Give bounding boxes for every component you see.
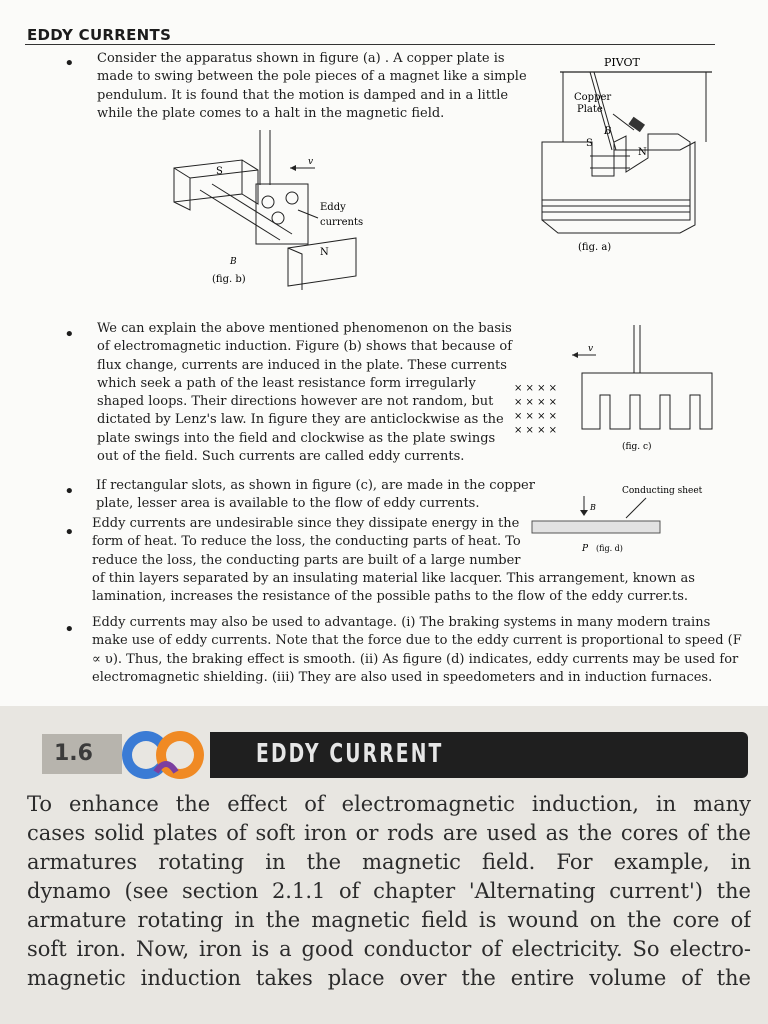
bullet: • [64, 53, 75, 74]
svg-text:N: N [320, 247, 329, 258]
svg-text:v: v [588, 344, 594, 354]
section-number: 1.6 [42, 734, 122, 774]
section-title: EDDY CURRENT [256, 739, 444, 769]
svg-text:(fig. c): (fig. c) [622, 442, 652, 452]
paragraph-advantages: Eddy currents may also be used to advantage. (i) The braking systems in many modern trains make use of eddy currents. Note that the force due to the eddy current is proportional to speed (F ∝ υ). Thus, the braking effect is smooth. (ii) As figure (d) indicates, eddy currents may be used for electromagnetic shielding. (iii) They are also used in speedometers and in induction furnaces. [92, 615, 742, 685]
svg-text:× × × ×: × × × × [514, 383, 558, 394]
paragraph-lamination: Eddy currents are undesirable since they dissipate energy in the form of heat. To reduce the loss, the conducting parts of heat. To reduce the loss, the conducting parts are built of a large number of thin layers separated by an insulating material like lacquer. This arrangement, known as lamination, increases the resistance of the possible paths to the flow of the eddy currer.ts. [92, 516, 695, 605]
figure-c-slotted-plate [512, 325, 732, 460]
svg-text:Plate: Plate [577, 104, 603, 115]
paragraph-apparatus: Consider the apparatus shown in figure (a) . A copper plate is made to swing between the pole pieces of a magnet like a simple pendulum. It is found that the motion is damped and in a little while the plate comes to a halt in the magnetic field. [97, 51, 527, 121]
textbook-page-photo [0, 706, 768, 1024]
figure-b-eddy-loops [170, 130, 370, 290]
svg-text:Conducting sheet: Conducting sheet [622, 486, 703, 496]
figure-a-pendulum-magnet [530, 50, 720, 260]
svg-text:v: v [308, 157, 314, 167]
svg-text:Eddy: Eddy [320, 202, 346, 213]
svg-text:Copper: Copper [574, 92, 612, 103]
bullet: • [64, 481, 75, 502]
svg-text:× × × ×: × × × × [514, 425, 558, 436]
svg-text:× × × ×: × × × × [514, 411, 558, 422]
svg-text:P: P [582, 544, 589, 554]
paragraph-slots: If rectangular slots, as shown in figure (c), are made in the copper plate, lesser area is available to the flow of eddy currents. [96, 478, 535, 512]
bullet: • [64, 324, 75, 345]
section-body: To enhance the effect of electromagnetic induction, in many cases solid plates of soft iron or rods are used as the cores of the armatures rotating in the magnetic field. For example, in dynamo (see section 2.1.1 of chapter 'Alternating current') the armature rotating in the magnetic field is wound on the core of soft iron. Now, iron is a good conductor of electricity. So electro- magnetic induction takes place over the entire volume of the [27, 792, 751, 990]
svg-text:N: N [638, 147, 647, 158]
svg-text:currents: currents [320, 217, 364, 228]
svg-text:S: S [216, 166, 223, 177]
svg-text:(fig. d): (fig. d) [596, 544, 623, 553]
svg-text:B: B [604, 126, 612, 137]
svg-text:(fig. b): (fig. b) [212, 274, 246, 285]
bullet: • [64, 619, 75, 640]
page-title: EDDY CURRENTS [27, 26, 172, 44]
svg-text:PIVOT: PIVOT [604, 56, 640, 69]
paragraph-explanation: We can explain the above mentioned phenomenon on the basis of electromagnetic induction. Figure (b) shows that because of flux change, currents are induced in the plate. These currents which seek a path of the least resistance form irregularly shaped loops. Their directions however are not random, but dictated by Lenz's law. In figure they are anticlockwise as the plate swings into the field and clockwise as the plate swings out of the field. Such currents are called eddy currents. [97, 321, 513, 465]
svg-text:B: B [590, 503, 596, 512]
bullet: • [64, 522, 75, 543]
section-banner [20, 724, 748, 782]
svg-text:(fig. a): (fig. a) [578, 242, 612, 253]
svg-text:× × × ×: × × × × [514, 397, 558, 408]
svg-text:S: S [586, 138, 593, 149]
svg-text:B: B [230, 257, 237, 267]
title-underline [25, 44, 715, 45]
